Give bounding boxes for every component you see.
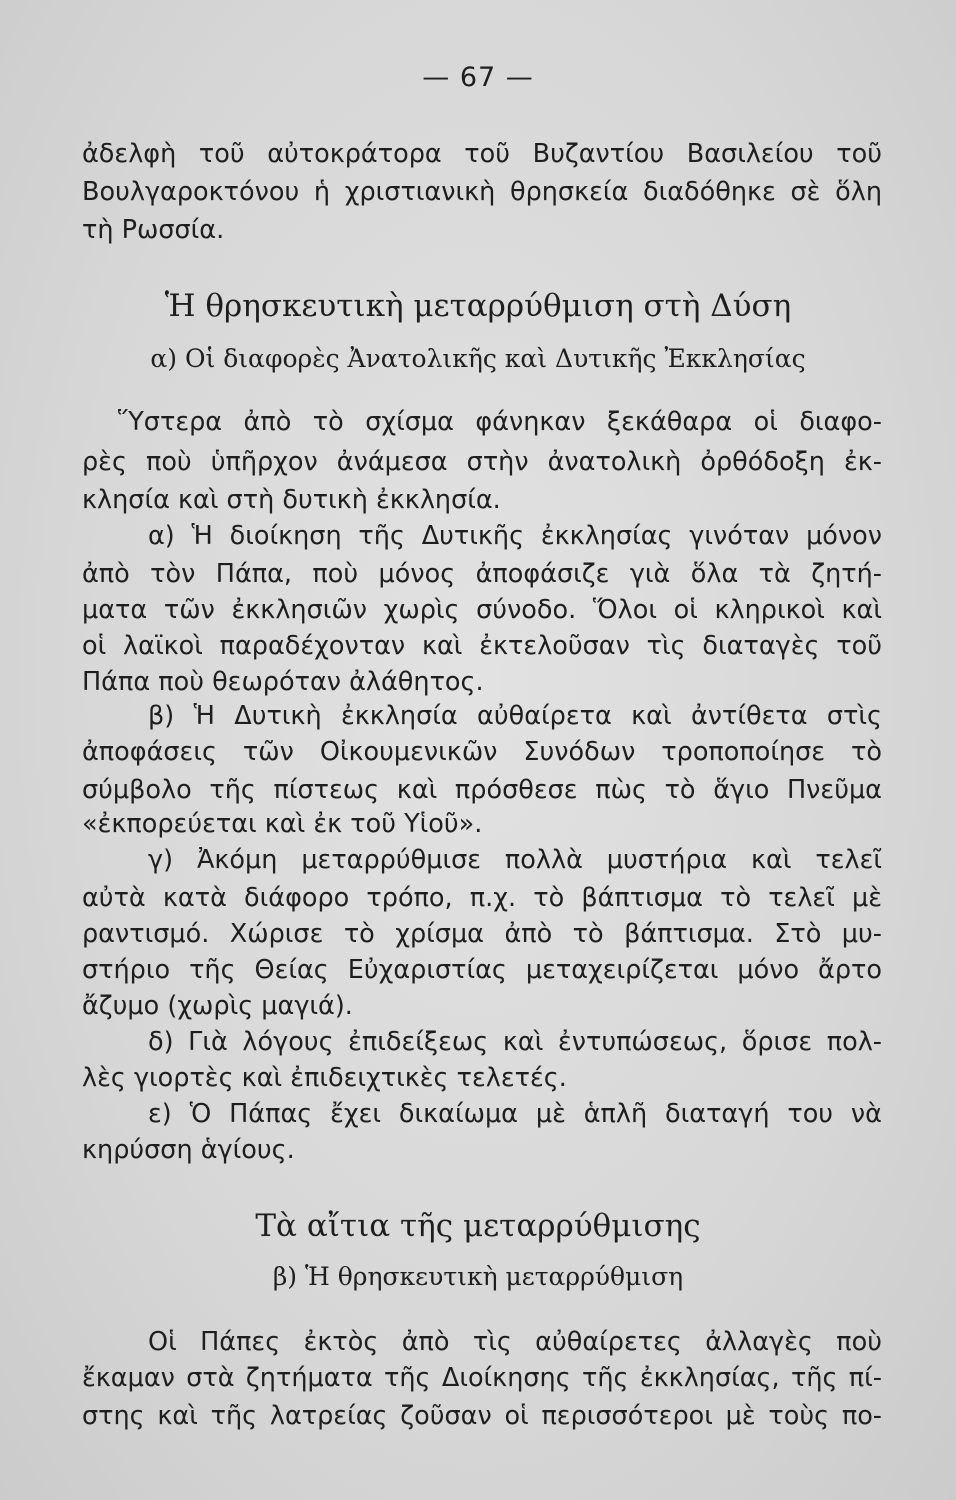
text-line: ρὲς ποὺ ὑπῆρχον ἀνάμεσα στὴν ἀνατολικὴ ὀρθόδοξη ἐκ- (82, 447, 882, 477)
text-line: λὲς γιορτὲς καὶ ἐπιδειχτικὲς τελετές. (82, 1063, 567, 1093)
text-line: ε) Ὁ Πάπας ἔχει δικαίωμα μὲ ἁπλῆ διαταγή του νὰ (148, 1099, 882, 1129)
text-line: Βουλγαροκτόνου ἡ χριστιανικὴ θρησκεία διαδόθηκε σὲ ὅλη (82, 177, 882, 207)
text-line: ἀδελφὴ τοῦ αὐτοκράτορα τοῦ Βυζαντίου Βασιλείου τοῦ (82, 139, 882, 169)
text-line: αὐτὰ κατὰ διάφορο τρόπο, π.χ. τὸ βάπτισμα τὸ τελεῖ μὲ (82, 883, 882, 913)
text-line: Οἱ Πάπες ἐκτὸς ἀπὸ τὶς αὐθαίρετες ἀλλαγὲς ποὺ (148, 1327, 882, 1357)
text-line: δ) Γιὰ λόγους ἐπιδείξεως καὶ ἐντυπώσεως, ὅρισε πολ- (148, 1027, 882, 1057)
text-line: ἔκαμαν στὰ ζητήματα τῆς Διοίκησης τῆς ἐκκλησίας, τῆς πί- (82, 1363, 882, 1393)
text-line: κηρύσση ἁγίους. (82, 1135, 295, 1165)
text-line: οἱ λαϊκοὶ παραδέχονταν καὶ ἐκτελοῦσαν τὶς διαταγὲς τοῦ (82, 631, 882, 661)
text-line: Πάπα ποὺ θεωρόταν ἀλάθητος. (82, 667, 484, 697)
text-line: σύμβολο τῆς πίστεως καὶ πρόσθεσε πὼς τὸ ἅγιο Πνεῦμα (82, 775, 882, 805)
text-line: στήριο τῆς Θείας Εὐχαριστίας μεταχειρίζεται μόνο ἄρτο (82, 955, 882, 985)
text-line: κλησία καὶ στὴ δυτικὴ ἐκκλησία. (82, 485, 501, 515)
text-line: Ὕστερα ἀπὸ τὸ σχίσμα φάνηκαν ξεκάθαρα οἱ διαφο- (118, 407, 882, 437)
text-line: ματα τῶν ἐκκλησιῶν χωρὶς σύνοδο. Ὅλοι οἱ κληρικοὶ καὶ (82, 595, 882, 625)
text-line: στης καὶ τῆς λατρείας ζοῦσαν οἱ περισσότεροι μὲ τοὺς πο- (82, 1401, 882, 1431)
text-line: γ) Ἀκόμη μεταρρύθμισε πολλὰ μυστήρια καὶ τελεῖ (148, 845, 882, 875)
page-number: — 67 — (422, 62, 534, 93)
text-line: ἄζυμο (χωρὶς μαγιά). (82, 991, 353, 1021)
text-line: τὴ Ρωσσία. (82, 215, 225, 245)
section-subtitle: β) Ἡ θρησκευτικὴ μεταρρύθμιση (272, 1262, 684, 1291)
section-subtitle: α) Οἱ διαφορὲς Ἀνατολικῆς καὶ Δυτικῆς Ἐκκλησίας (150, 344, 806, 373)
text-line: α) Ἡ διοίκηση τῆς Δυτικῆς ἐκκλησίας γινόταν μόνον (148, 521, 882, 551)
text-line: ἀποφάσεις τῶν Οἰκουμενικῶν Συνόδων τροποποίησε τὸ (82, 737, 882, 767)
section-title: Τὰ αἴτια τῆς μεταρρύθμισης (255, 1208, 701, 1244)
section-title: Ἡ θρησκευτικὴ μεταρρύθμιση στὴ Δύση (164, 288, 792, 324)
text-line: ἀπὸ τὸν Πάπα, ποὺ μόνος ἀποφάσιζε γιὰ ὅλα τὰ ζητή- (82, 559, 882, 589)
text-line: «ἐκπορεύεται καὶ ἐκ τοῦ Υἱοῦ». (82, 809, 483, 839)
text-line: ραντισμό. Χώρισε τὸ χρίσμα ἀπὸ τὸ βάπτισμα. Στὸ μυ- (82, 919, 882, 949)
text-line: β) Ἡ Δυτικὴ ἐκκλησία αὐθαίρετα καὶ ἀντίθετα στὶς (148, 701, 882, 731)
